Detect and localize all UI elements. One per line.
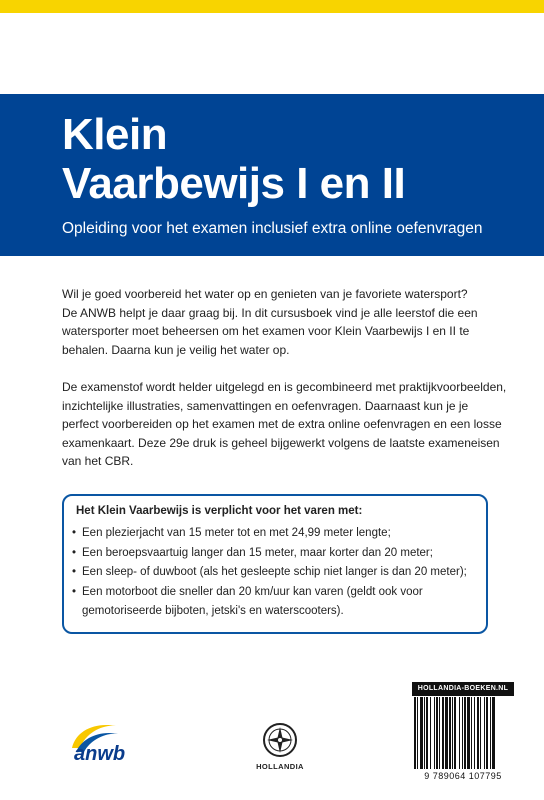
list-item-text: Een sleep- of duwboot (als het gesleepte schip niet langer is dan 20 meter); bbox=[82, 566, 467, 578]
list-item-text-continued: gemotoriseerde bijboten, jetski's en waterscooters). bbox=[82, 605, 344, 617]
barcode-bar bbox=[420, 697, 423, 769]
requirements-box bbox=[62, 494, 488, 634]
barcode-bar bbox=[471, 697, 472, 769]
barcode-bar bbox=[417, 697, 418, 769]
barcode-bar bbox=[467, 697, 470, 769]
barcode-bar bbox=[459, 697, 460, 769]
list-item bbox=[72, 544, 467, 564]
barcode-bar bbox=[434, 697, 435, 769]
top-yellow-bar bbox=[0, 0, 544, 13]
paragraph-line: inzichtelijke illustraties, samenvattingen en oefenvragen. Daarnaast kun je je bbox=[62, 398, 469, 413]
barcode-bar bbox=[462, 697, 463, 769]
barcode-bar bbox=[477, 697, 479, 769]
barcode-bar bbox=[490, 697, 491, 769]
anwb-logo bbox=[66, 718, 134, 768]
barcode-bar bbox=[492, 697, 495, 769]
content-paragraph bbox=[62, 378, 507, 471]
barcode-bar bbox=[454, 697, 456, 769]
subtitle: Opleiding voor het examen inclusief extra online oefenvragen bbox=[62, 220, 483, 237]
hollandia-wordmark: HOLLANDIA bbox=[256, 762, 304, 771]
list-item-text: Een plezierjacht van 15 meter tot en met 24,99 meter lengte; bbox=[82, 527, 391, 539]
list-item bbox=[72, 524, 467, 544]
bullet: • bbox=[72, 527, 77, 539]
list-item bbox=[72, 583, 467, 622]
bullet: • bbox=[72, 546, 77, 559]
paragraph-line: van het CBR. bbox=[62, 454, 134, 468]
intro-paragraph bbox=[62, 285, 502, 359]
title-banner bbox=[0, 94, 544, 256]
title-line-2: Vaarbewijs I en II bbox=[62, 159, 406, 208]
paragraph-line: examenkaart. Deze 29e druk is geheel bijgewerkt volgens de laatste exameneisen bbox=[62, 435, 500, 450]
hollandia-logo bbox=[256, 718, 304, 772]
paragraph-line: De ANWB helpt je daar graag bij. In dit cursusboek vind je alle leerstof die een bbox=[62, 305, 478, 320]
title-line-1: Klein bbox=[62, 110, 168, 159]
barcode-bar bbox=[430, 697, 431, 769]
barcode-bar bbox=[445, 697, 448, 769]
barcode-bar bbox=[439, 697, 440, 769]
bullet: • bbox=[72, 566, 77, 578]
list-item-text: Een beroepsvaartuig langer dan 15 meter, maar korter dan 20 meter; bbox=[82, 546, 433, 559]
requirements-title: Het Klein Vaarbewijs is verplicht voor het varen met: bbox=[76, 505, 363, 517]
barcode bbox=[412, 697, 514, 769]
barcode-bar bbox=[442, 697, 444, 769]
list-item-text: Een motorboot die sneller dan 20 km/uur kan varen (geldt ook voor bbox=[82, 585, 423, 598]
barcode-bar bbox=[426, 697, 428, 769]
barcode-bar bbox=[464, 697, 466, 769]
paragraph-line: watersporter moet beheersen om het examen voor Klein Vaarbewijs I en II te bbox=[62, 324, 470, 338]
barcode-bar bbox=[424, 697, 425, 769]
isbn-number: 9 789064 107795 bbox=[424, 771, 502, 781]
requirements-list bbox=[72, 524, 467, 622]
paragraph-line: perfect voorbereiden op het examen met de extra online oefenvragen en een losse bbox=[62, 417, 502, 431]
barcode-bar bbox=[484, 697, 485, 769]
paragraph-line: behalen. Daarna kun je veilig het water op. bbox=[62, 342, 290, 357]
barcode-bar bbox=[449, 697, 451, 769]
list-item bbox=[72, 563, 467, 583]
barcode-bar bbox=[414, 697, 416, 769]
paragraph-line: De examenstof wordt helder uitgelegd en is gecombineerd met praktijkvoorbeelden, bbox=[62, 380, 507, 394]
website-label: HOLLANDIA-BOEKEN.NL bbox=[412, 682, 514, 696]
bullet: • bbox=[72, 585, 77, 598]
barcode-bar bbox=[486, 697, 488, 769]
barcode-bar bbox=[480, 697, 481, 769]
barcode-bar bbox=[452, 697, 453, 769]
compass-icon bbox=[256, 718, 304, 762]
barcode-bar bbox=[436, 697, 438, 769]
barcode-bar bbox=[474, 697, 475, 769]
paragraph-line: Wil je goed voorbereid het water op en genieten van je favoriete watersport? bbox=[62, 287, 468, 301]
anwb-logo-text: anwb bbox=[74, 743, 126, 765]
